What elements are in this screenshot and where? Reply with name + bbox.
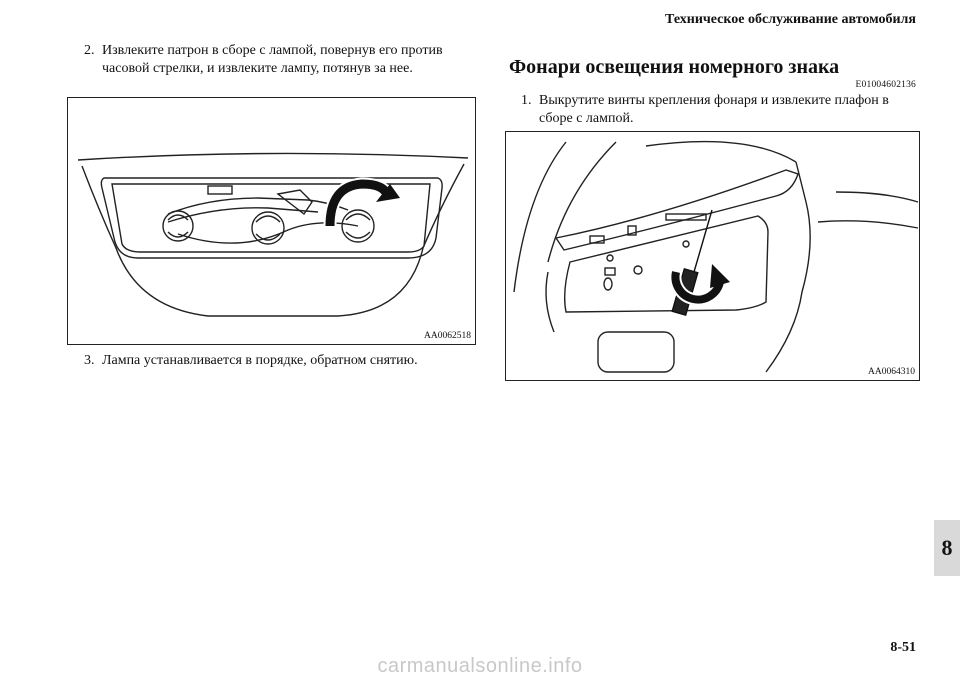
figure-label: AA0064310: [868, 367, 915, 377]
step-number: 1.: [521, 93, 532, 108]
figure-lamp-socket: [67, 97, 476, 345]
step-text: Выкрутите винты крепления фонаря и извлеките плафон в сборе с лампой.: [539, 93, 889, 126]
lamp-socket-illustration: [68, 98, 475, 344]
license-lamp-illustration: [506, 132, 919, 380]
figure-label: AA0062518: [424, 331, 471, 341]
step-number: 3.: [84, 353, 95, 368]
step-text: Лампа устанавливается в порядке, обратном снятию.: [102, 353, 418, 368]
watermark: carmanualsonline.info: [377, 655, 583, 677]
page-number: 8-51: [890, 640, 916, 655]
step-number: 2.: [84, 43, 95, 58]
chapter-tab: 8: [934, 520, 960, 576]
section-code: E01004602136: [855, 80, 916, 90]
figure-license-lamp: [505, 131, 920, 381]
step-text: Извлеките патрон в сборе с лампой, повернув его против часовой стрелки, и извлеките лампу, потянув за нее.: [102, 43, 443, 76]
step-3: [84, 352, 464, 370]
running-header: Техническое обслуживание автомобиля: [665, 12, 916, 27]
step-2: [84, 42, 464, 78]
section-title: Фонари освещения номерного знака: [509, 56, 840, 78]
step-1: [521, 92, 911, 128]
